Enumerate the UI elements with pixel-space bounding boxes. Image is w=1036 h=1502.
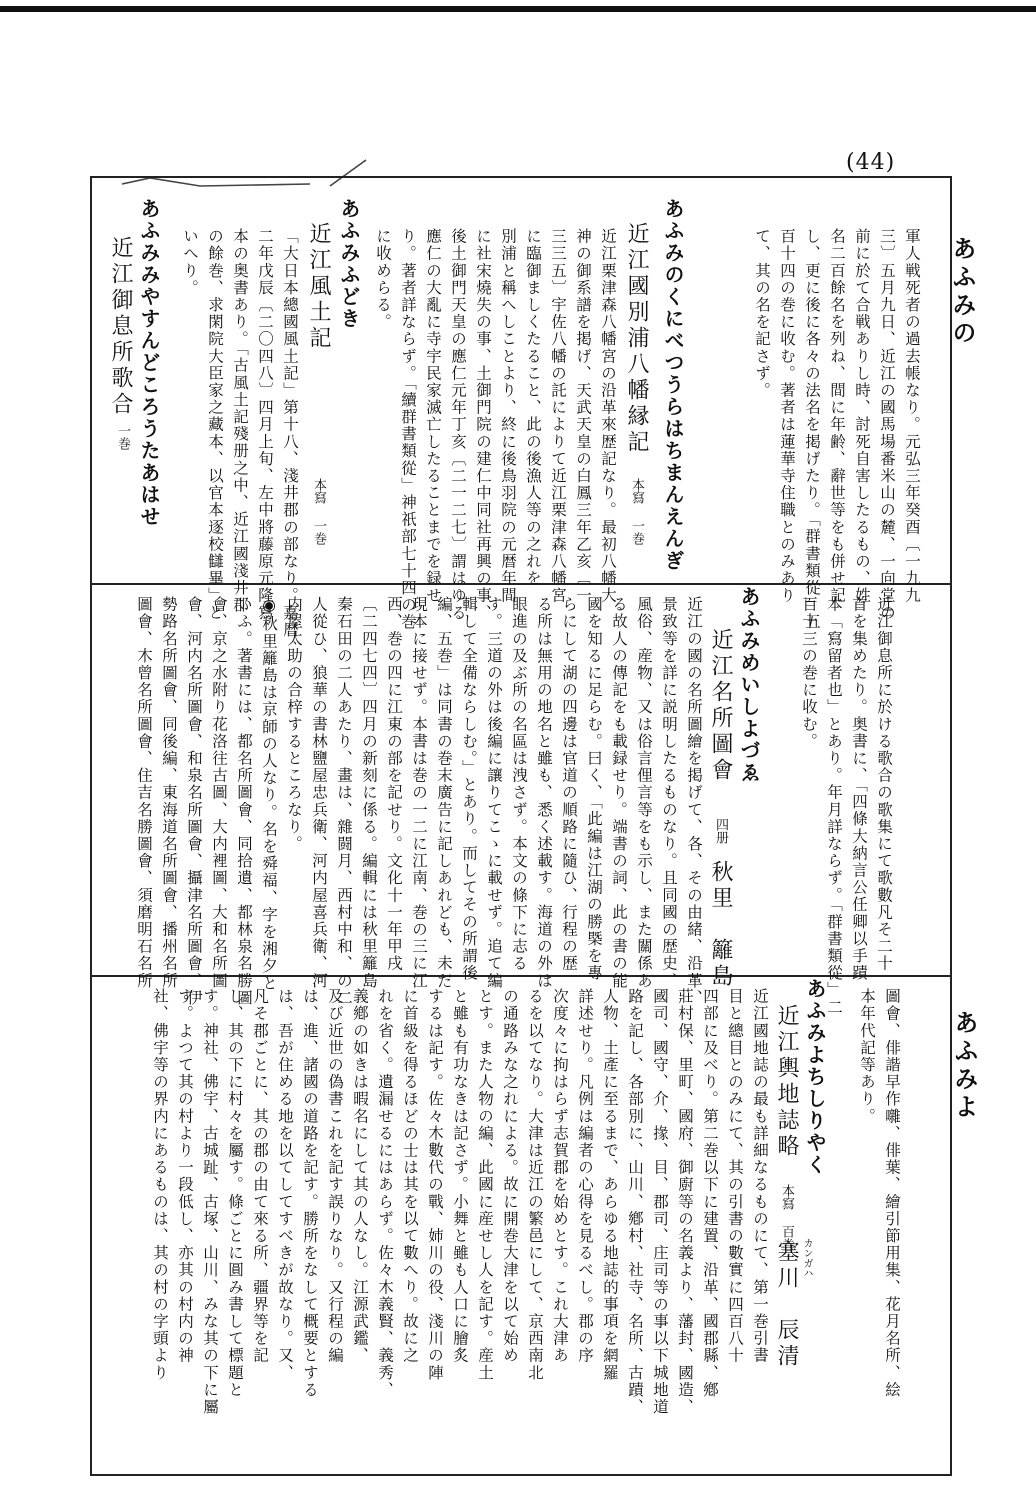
text-line: 眼進の及ぶ所の名區は洩さず。本文の條下に志る <box>510 596 528 973</box>
text-line: 軍人戦死者の過去帳なり。元弘三年癸酉〔一九九 <box>903 228 921 605</box>
text-line: 首を集めたり。奥書に、「四條大納言公任卿以手蹟 <box>850 596 868 982</box>
text-line: 四部に及べり。第二巻以下に建置、沿革、國郡縣、鄕 <box>701 988 719 1399</box>
text-line: 會、河内名所圖會、和泉名所圖會、攝津名所圖會、伊 <box>185 596 203 1007</box>
text-line: らにして湖の四邊は官道の順路に隨ひ、行程の歴 <box>560 596 578 973</box>
text-line: 圖會、木曾名所圖會、住吉名勝圖會、須磨明石名所 <box>135 596 153 990</box>
text-line: 目と總目とのみにて、其の引書の數實に四百八十 <box>726 988 744 1365</box>
text-line: とす。また人物の編、此國に産せし人を記す。産土 <box>476 988 494 1382</box>
top-continued-text <box>749 228 924 631</box>
text-line: 會、京之水附り花洛往古圖、大内裡圖、大和名所圖 <box>210 596 228 990</box>
text-line: て、其の名を記さず。 <box>753 228 771 399</box>
text-line: 詳述せり。凡例は編者の心得を見るべし。郡の序 <box>576 988 594 1365</box>
text-line: 現本に接せず。本書は巻の一二に江南、巻の三に江 <box>410 596 428 990</box>
text-line: し、其の下に村々を屬す。條ごとに圓み書して標題と <box>226 988 244 1399</box>
text-line: 百十四の巻に收む。著者は蓮華寺住職とのみあり <box>778 228 796 605</box>
entry-title: 近江風土記 <box>306 222 331 352</box>
text-line: 路を記し、各部別に、山川、鄕村、社寺、名所、古蹟、 <box>626 988 644 1416</box>
text-line: 國司、國守、介、掾、目、郡司、庄司等の事以下城地道 <box>651 988 669 1416</box>
text-line: ◉秋里籬島は京師の人なり。名を舜福、字を湘夕と <box>260 596 278 992</box>
text-line: る所は無用の地名と雖も、悉く述載す。海道の外は <box>535 596 553 990</box>
author-ruby: カンガハ <box>801 1238 812 1278</box>
text-line: 勢路名所圖會、同後編、東海道名所圖會、播州名所 <box>160 596 178 990</box>
text-line: 〔二四七四〕四月の新刻に係る。編輯には秋里籬島 <box>360 596 378 990</box>
text-line: 神の御系譜を掲げ、天武天皇の白鳳三年乙亥〔一 <box>574 228 592 605</box>
text-line: 内屋太助の合梓するところなり。 <box>285 596 303 853</box>
middle-continued-text <box>796 596 896 1016</box>
text-line: 次度々に拘はらず志賀郡を始めとす。これ大津あ <box>551 988 569 1365</box>
text-line: に收めらる。 <box>374 228 392 331</box>
text-line: す。よつて其の村より一段低し、亦其の村内の神 <box>176 988 194 1365</box>
text-line: 近江栗津森八幡宮の沿革來歴記なり。最初八幡大 <box>599 228 617 605</box>
text-line: 後土御門天皇の應仁元年丁亥〔二一二七〕謂はゆる <box>449 228 467 622</box>
text-line: 名二百餘名を列ね、間に年齢、辭世等をも併せ記 <box>828 228 846 605</box>
text-line: は、進、諸國の道路を記す。勝所をなして概要とする <box>301 988 319 1399</box>
text-line: 義鄕の如きは暇名にして其の人なし。江源武鑑、 <box>351 988 369 1365</box>
text-line: 二年戊辰〔二〇四八〕四月上旬、左中將藤原元隆寫 <box>256 228 274 622</box>
text-line: 近江の國の名所圖繪を掲げて、各、その由緒、沿革、 <box>685 596 703 1007</box>
text-line: 「大日本總國風土記」第十八、淺井郡の部なり。嘉暦 <box>281 228 299 639</box>
text-line: 風俗、産物、又は俗言俚言等をも示し、また關係あ <box>635 596 653 990</box>
entry-kana-heading: あふみめいしよづゑ <box>737 586 761 784</box>
entry-title: 近江御息所歌合 <box>108 236 133 418</box>
entry-author: 塞川 辰清 <box>774 1240 799 1370</box>
running-head-top: あふみの <box>948 236 976 348</box>
text-line: 近江御息所に於ける歌合の歌集にて歌數凡そ二十 <box>875 596 893 973</box>
text-line: 人從ひ、狼華の書林鹽屋忠兵衛、河内屋喜兵衛、河 <box>310 596 328 990</box>
text-line: 三〕五月九日、近江の國馬場番米山の麓、一向堂の <box>878 228 896 622</box>
text-line: に臨御ましくたること、此の後漁人等の之れを <box>524 228 542 588</box>
text-line: 圖會、俳諧早作囃、俳葉、繪引節用集、花月名所、絵 <box>883 988 901 1399</box>
text-line: す。神社、佛宇、古城趾、古塚、山川、みな其の下に屬 <box>201 988 219 1416</box>
text-line: し、更に後に各々の法名を掲げたり。「群書類從」五 <box>803 228 821 631</box>
text-line: 本の奥書あり。「古風土記殘册之中、近江國淺井郡 <box>231 228 249 614</box>
entry-author: 秋里 籬島 <box>708 860 733 990</box>
text-line: 社、佛宇等の界内にあるものは、其の村の字頭より <box>151 988 169 1382</box>
entry-title: 近江名所圖會 <box>708 628 733 784</box>
text-line: するは記す。佐々木數代の戰、姉川の役、淺川の陣 <box>426 988 444 1382</box>
text-line: 本年代記等あり。 <box>858 988 876 1125</box>
pencil-mark <box>0 0 1036 200</box>
text-line: 國を知るに足らむ。曰く、「此編は江湖の勝槩を專 <box>585 596 603 982</box>
text-line: 莊村保、里町、國府、御廚等の名義より、藩封、國造、 <box>676 988 694 1416</box>
text-line: と雖も有功なきは記さず。小舞と雖も人口に膾炙 <box>451 988 469 1365</box>
text-line: の通路みな之れによる。故に開巻大津を以て始め <box>501 988 519 1365</box>
entry-body <box>147 988 772 1416</box>
text-line: り。著者詳ならず。「續群書類從」神祇部七十四の巻 <box>399 228 417 631</box>
entry-note: 一巻 <box>115 424 130 450</box>
text-line: 百十三の巻に收む。 <box>800 596 818 750</box>
text-line: の餘巻、求閑院大臣家之藏本、以官本逐校讎畢」と <box>206 228 224 622</box>
entry-title: 近江輿地誌略 <box>774 1004 799 1160</box>
text-line: 近江國地誌の最も詳細なるものにて、第一巻引書 <box>751 988 769 1365</box>
text-line: 應仁の大亂に寺宇民家滅亡したることまでを録せ <box>424 228 442 605</box>
text-line: いへり。 <box>181 228 199 297</box>
text-line: 編、五巻」は同書の巻末廣告に記しあれども、未だ <box>435 596 453 990</box>
text-line: に首級を得るほどの士は其を以て數へり。故に之 <box>401 988 419 1365</box>
text-line: 景致等を詳に説明したるものなり。且同國の歴史、 <box>660 596 678 990</box>
entry-body <box>370 228 620 631</box>
text-line: 輯して全備ならしむ。」とあり。而してその所謂後 <box>460 596 478 982</box>
text-line: に社宋燒失の事、土御門院の建仁中同社再興の事、 <box>474 228 492 622</box>
text-line: 西、巻の四に江東の部を記せり。文化十一年甲戌 <box>385 596 403 973</box>
entry-title: 近江國別浦八幡縁記 <box>624 222 649 456</box>
entry-kana-heading: あふみよちしりやく <box>803 978 827 1176</box>
text-line: る故人の傳記をも載録せり。端書の詞、此の書の能 <box>610 596 628 990</box>
text-line: 三三五〕宇佐八幡の託によりて近江栗津森八幡宮 <box>549 228 567 605</box>
entry-body <box>177 228 302 638</box>
entry-note: 四册 <box>713 818 728 844</box>
page-number: (44) <box>846 150 896 175</box>
text-line: 人物、土產に至るまで、あらゆる地誌的事項を網羅 <box>601 988 619 1382</box>
text-line: 本「寫留者也」とあり。年月詳ならず。「群書類從」二 <box>825 596 843 1016</box>
entry-kana-heading: あふみふどき <box>337 198 361 330</box>
text-line: 前に於て合戦ありし時、討死自害したるもの、姓 <box>853 228 871 605</box>
text-line: 別浦と稱へしことより、終に後鳥羽院の元暦年間 <box>499 228 517 605</box>
entry-kana-heading: あふみのくにべつうらはちまんえんぎ <box>661 198 685 572</box>
text-line: るを以てなり。大津は近江の繁邑にして、京西南北 <box>526 988 544 1382</box>
running-head-bottom: あふみよ <box>950 1010 978 1122</box>
text-line: は、吾が住める地を以てしてすべきが故なり。又、 <box>276 988 294 1382</box>
entry-body <box>131 596 706 1006</box>
text-line: 凡そ郡ごとに、其の郡の由て來る所、疆界等を記 <box>251 988 269 1365</box>
entry-kana-heading: あふみみやすんどころうたあはせ <box>137 198 161 528</box>
entry-note: 本寫 一巻 <box>311 478 326 545</box>
text-line: れを省く。遺漏せるにはあらず。佐々木義賢、義秀、 <box>376 988 394 1399</box>
bottom-continued-text <box>854 988 904 1398</box>
text-line: す。三道の外は後編に讓りてこゝに載せず。追て編 <box>485 596 503 990</box>
entry-note: 本寫 一巻 <box>629 478 644 545</box>
text-line: 及び近世の偽書これを記す誤りなり。又行程の編 <box>326 988 344 1365</box>
entry-note: 本寫 百巻 <box>779 1184 794 1251</box>
text-line: 秦石田の二人あたり、畫は、雜闘月、西村中和、の二 <box>335 596 353 1007</box>
text-line: いふ。著書には、都名所圖會、同拾遺、都林泉名勝圖 <box>235 596 253 1007</box>
